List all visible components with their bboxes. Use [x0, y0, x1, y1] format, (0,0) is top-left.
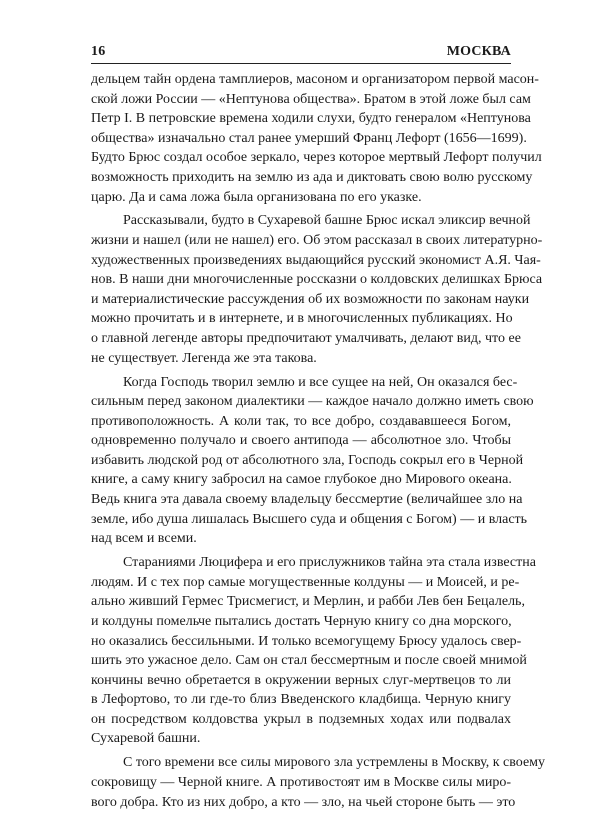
text-line: земле, ибо душа лишалась Высшего суда и общения с Богом) — и власть — [91, 511, 528, 527]
text-line: общества» изначально стал ранее умерший Франц Лефорт (1656—1699). — [91, 130, 527, 146]
text-line: кончины вечно обретается в окружении верных слуг-мертвецов то ли — [91, 672, 511, 688]
paragraph — [91, 211, 543, 368]
text-line: не существует. Легенда же эта такова. — [91, 350, 317, 366]
page-number: 16 — [91, 44, 106, 59]
paragraph — [91, 70, 542, 207]
text-line: ской ложи России — «Нептунова общества». Братом в этой ложе был сам — [91, 91, 531, 107]
text-line: царю. Да и сама ложа была организована по его указке. — [91, 189, 422, 205]
text-line: нов. В наши дни многочисленные россказни о колдовских делишках Брюса — [91, 272, 543, 288]
text-line: жизни и нашел (или не нашел) его. Об этом рассказал в своих литературно- — [91, 233, 543, 249]
text-line: С того времени все силы мирового зла устремлены в Москву, к своему — [123, 755, 546, 771]
header-rule — [91, 63, 511, 64]
text-line: Петр I. В петровские времена ходили слухи, будто генералом «Нептунова — [91, 111, 531, 127]
text-line: сильным перед законом диалектики — каждое начало должно иметь свою — [91, 394, 534, 410]
text-line: Рассказывали, будто в Сухаревой башне Брюс искал эликсир вечной — [123, 213, 531, 229]
text-line: Стараниями Люцифера и его прислужников тайна эта стала известна — [123, 555, 536, 571]
running-title: МОСКВА — [446, 44, 511, 59]
body-text — [91, 70, 546, 816]
text-line: Будто Брюс создал особое зеркало, через которое мертвый Лефорт получил — [91, 150, 542, 166]
text-line: избавить людской род от абсолютного зла, Господь сокрыл его в Черной — [91, 452, 524, 468]
page-header — [91, 36, 511, 60]
text-line: шить это ужасное дело. Сам он стал бессмертным и после своей мнимой — [91, 653, 527, 669]
text-line: над всем и всеми. — [91, 531, 197, 547]
paragraph — [91, 553, 536, 749]
text-line: Сухаревой башни. — [91, 731, 201, 747]
text-line: в Лефортово, то ли где-то близ Введенского кладбища. Черную книгу — [91, 692, 511, 708]
text-line: и колдуны помельче пытались достать Черную книгу со дна морского, — [91, 613, 512, 629]
text-line: о главной легенде авторы предпочитают умалчивать, делают вид, что ее — [91, 331, 521, 347]
text-line: дельцем тайн ордена тамплиеров, масоном и организатором первой масон- — [91, 72, 539, 87]
text-line: Ведь книга эта давала своему владельцу бессмертие (величайшее зло на — [91, 492, 523, 508]
text-line: Когда Господь творил землю и все сущее на ней, Он оказался бес- — [123, 374, 518, 390]
text-line: людям. И с тех пор самые могущественные колдуны — и Моисей, и ре- — [91, 574, 520, 590]
text-line: он посредством колдовства укрыл в подземных ходах или подвалах — [91, 711, 511, 727]
text-line: но оказались бессильными. И только всемогущему Брюсу удалось свер- — [91, 633, 522, 649]
text-line: сокровищу — Черной книге. А противостоят им в Москве силы миро- — [91, 774, 511, 790]
text-line: книге, а саму книгу забросил на самое глубокое дно Мирового океана. — [91, 472, 512, 488]
text-line: вого добра. Кто из них добро, а кто — зло, на чьей стороне быть — это — [91, 794, 516, 810]
text-line: возможность приходить на землю из ада и диктовать свою волю русскому — [91, 169, 533, 185]
paragraph — [91, 373, 534, 549]
text-line: и материалистические рассуждения об их возможности по законам науки — [91, 291, 530, 307]
text-line: ально живший Гермес Трисмегист, и Мерлин, и рабби Лев бен Бецалель, — [91, 594, 525, 610]
text-line: противоположность. А коли так, то все добро, создававшееся Богом, — [91, 413, 511, 429]
text-line: можно прочитать и в интернете, и в многочисленных публикациях. Но — [91, 311, 513, 327]
paragraph — [91, 753, 546, 812]
text-line: одновременно получало и своего антипода — абсолютное зло. Чтобы — [91, 433, 511, 449]
text-line: художественных произведениях выдающийся русский экономист А.Я. Чая- — [91, 252, 541, 268]
